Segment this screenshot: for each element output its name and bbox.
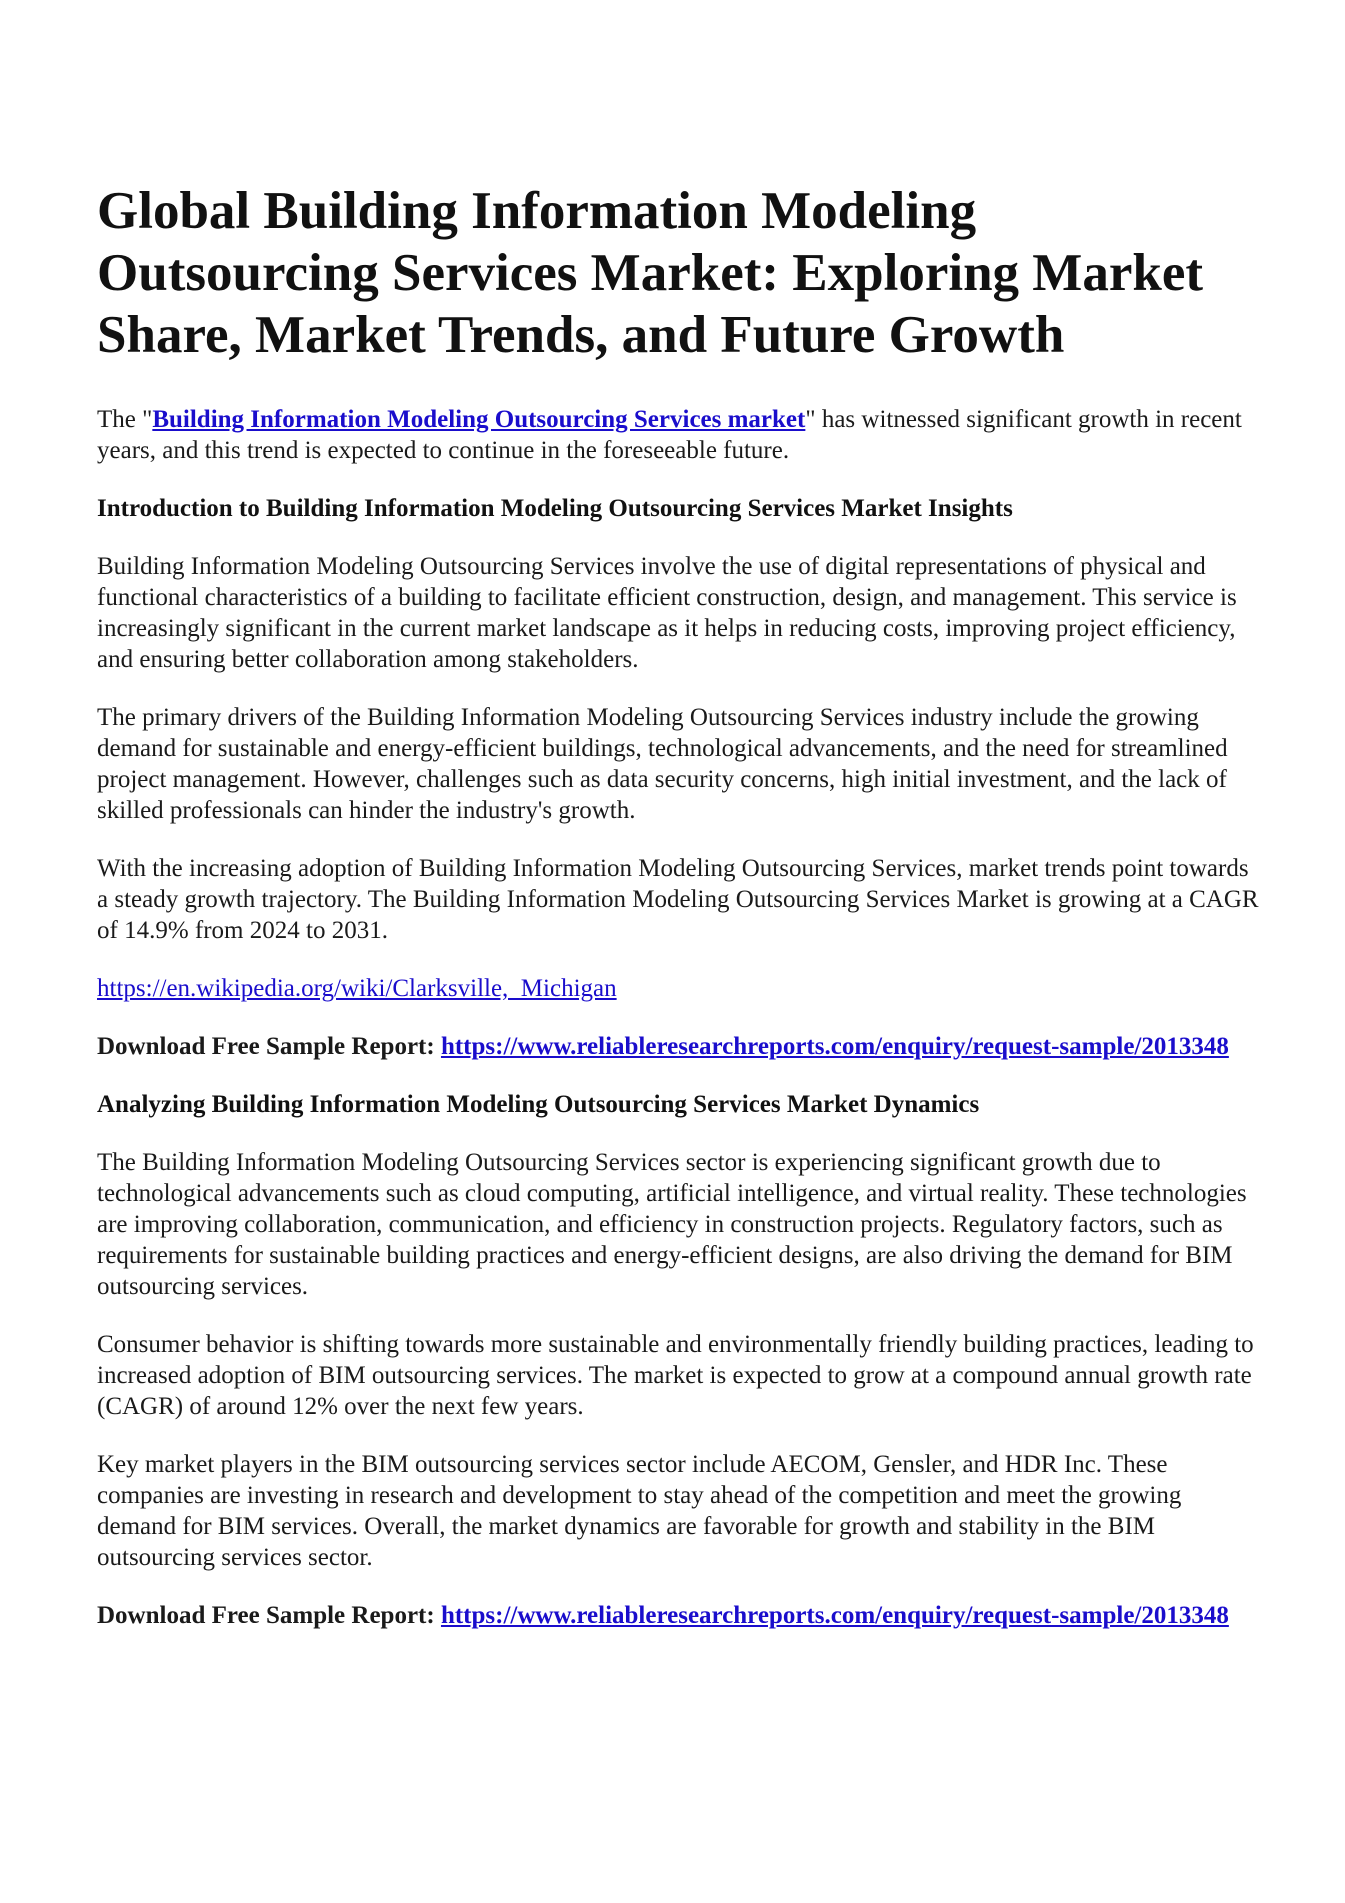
page-title: Global Building Information Modeling Outsourcing Services Market: Exploring Market Share, Market Trends, and Future Growth xyxy=(97,182,1203,364)
paragraph-technology: The Building Information Modeling Outsourcing Services sector is experiencing significant growth due to technological advancements such as cloud computing, artificial intelligence, and virtual reality. These technologies are improving collaboration, communication, and efficiency in construction projects. Regulatory factors, such as requirements for sustainable building practices and energy-efficient designs, are also driving the demand for BIM outsourcing services. xyxy=(97,1149,1247,1300)
section-heading-dynamics: Analyzing Building Information Modeling Outsourcing Services Market Dynamics xyxy=(97,1091,980,1118)
download-sample-link[interactable]: https://www.reliableresearchreports.com/enquiry/request-sample/2013348 xyxy=(440,1033,1229,1060)
paragraph-players: Key market players in the BIM outsourcing services sector include AECOM, Gensler, and HDR Inc. These companies are investing in research and development to stay ahead of the competition and meet the growing demand for BIM services. Overall, the market dynamics are favorable for growth and stability in the BIM outsourcing services sector. xyxy=(97,1451,1182,1571)
paragraph-consumer: Consumer behavior is shifting towards more sustainable and environmentally friendly building practices, leading to increased adoption of BIM outsourcing services. The market is expected to grow at a compound annual growth rate (CAGR) of around 12% over the next few years. xyxy=(97,1331,1254,1420)
intro-prefix: The " xyxy=(97,406,153,433)
market-link[interactable]: Building Information Modeling Outsourcing Services market xyxy=(152,406,806,433)
download-label: Download Free Sample Report: xyxy=(97,1033,441,1060)
paragraph-drivers: The primary drivers of the Building Information Modeling Outsourcing Services industry include the growing demand for sustainable and energy-efficient buildings, technological advancements, and the need for streamlined project management. However, challenges such as data security concerns, high initial investment, and the lack of skilled professionals can hinder the industry's growth. xyxy=(97,704,1228,824)
wiki-link[interactable]: https://en.wikipedia.org/wiki/Clarksville,_Michigan xyxy=(97,975,617,1002)
download-sample-paragraph xyxy=(97,1031,1260,1062)
document-page xyxy=(97,180,1260,1658)
paragraph-trends: With the increasing adoption of Building Information Modeling Outsourcing Services, market trends point towards a steady growth trajectory. The Building Information Modeling Outsourcing Services Market is growing at a CAGR of 14.9% from 2024 to 2031. xyxy=(97,855,1259,944)
download-sample-paragraph-2 xyxy=(97,1600,1260,1631)
section-heading-insights: Introduction to Building Information Modeling Outsourcing Services Market Insights xyxy=(97,495,1013,522)
intro-paragraph xyxy=(97,404,1260,466)
wiki-link-paragraph xyxy=(97,973,1260,1004)
download-sample-link-2[interactable]: https://www.reliableresearchreports.com/enquiry/request-sample/2013348 xyxy=(440,1602,1229,1629)
download-label-2: Download Free Sample Report: xyxy=(97,1602,441,1629)
intro-suffix: " has witnessed significant growth in recent years, and this trend is expected to continue in the foreseeable future. xyxy=(97,406,1242,464)
paragraph-definition: Building Information Modeling Outsourcing Services involve the use of digital representations of physical and functional characteristics of a building to facilitate efficient construction, design, and management. This service is increasingly significant in the current market landscape as it helps in reducing costs, improving project efficiency, and ensuring better collaboration among stakeholders. xyxy=(97,553,1237,673)
